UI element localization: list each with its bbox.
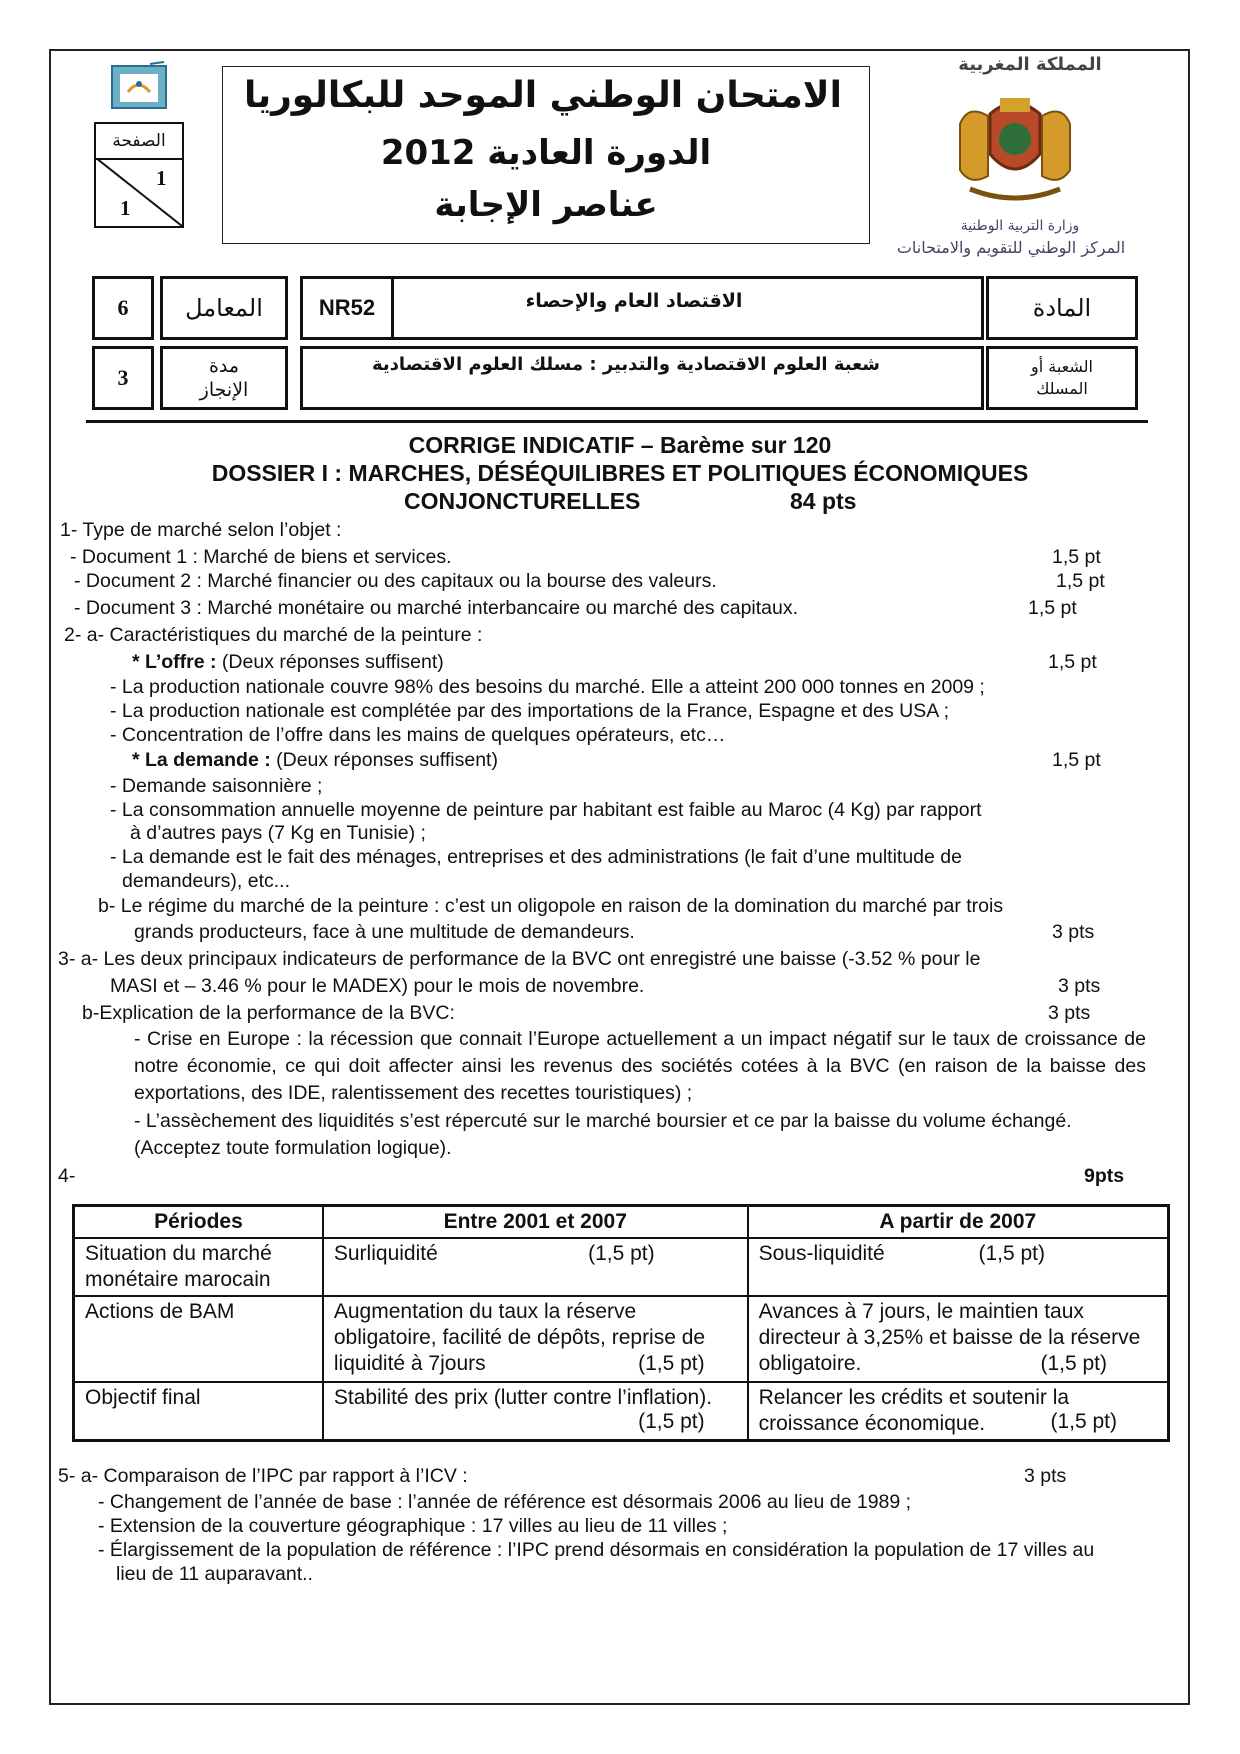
q5-item-3b: lieu de 11 auparavant.. <box>116 1563 313 1585</box>
ministry-label: وزارة التربية الوطنية <box>960 218 1080 234</box>
table-cell <box>323 1296 748 1382</box>
cell-points: (1,5 pt) <box>978 1242 1045 1265</box>
q3b-para-1: - Crise en Europe : la récession que connait l’Europe actuellement a un impact négatif sur le taux de croissance de notre économie, ce qui doit affecter ainsi les revenus des sociétés cotées à la BVC (en raison de la baisse des exportations, des IDE, ralentissement des recettes touristiques) ; <box>134 1028 1146 1104</box>
q1-doc3: - Document 3 : Marché monétaire ou marché interbancaire ou marché des capitaux. <box>74 597 799 619</box>
cell-points: (1,5 pt) <box>638 1410 705 1433</box>
subject-label: المادة <box>986 276 1138 340</box>
cell-text: Relancer les crédits et soutenir la croissance économique. <box>758 1386 1070 1435</box>
kingdom-label: المملكة المغربية <box>958 54 1102 75</box>
q1-doc2-pts: 1,5 pt <box>1056 570 1105 592</box>
duration-label: مدة الإنجاز <box>160 346 288 410</box>
demande-item-3a: - La demande est le fait des ménages, entreprises et des administrations (le fait d’une multitude de <box>110 846 962 868</box>
table-header: Entre 2001 et 2007 <box>323 1206 748 1239</box>
title-line-1: الامتحان الوطني الموحد للبكالوريا <box>244 75 842 116</box>
row-label: Objectif final <box>74 1382 323 1441</box>
exam-logo <box>110 60 170 112</box>
cell-text: Stabilité des prix (lutter contre l’inflation). <box>333 1386 713 1409</box>
branch-name: شعبة العلوم الاقتصادية والتدبير : مسلك العلوم الاقتصادية <box>372 354 880 375</box>
q3a-pts: 3 pts <box>1058 975 1101 997</box>
heading-dossier: DOSSIER I : MARCHES, DÉSÉQUILIBRES ET POLITIQUES ÉCONOMIQUES <box>211 460 1029 486</box>
cell-points: (1,5 pt) <box>1040 1352 1107 1375</box>
q1-title: 1- Type de marché selon l’objet : <box>60 519 342 541</box>
q5a-title: 5- a- Comparaison de l’IPC par rapport à l’ICV : <box>58 1465 468 1487</box>
q3b-pts: 3 pts <box>1048 1002 1091 1024</box>
q1-doc1: - Document 1 : Marché de biens et services. <box>70 546 452 568</box>
cell-text: Avances à 7 jours, le maintien taux directeur à 3,25% et baisse de la réserve obligatoire. <box>758 1300 1141 1375</box>
table-header: A partir de 2007 <box>748 1206 1169 1239</box>
q2b-line-a: b- Le régime du marché de la peinture : c’est un oligopole en raison de la domination du marché par trois <box>98 895 1004 917</box>
q3b-title: b-Explication de la performance de la BVC: <box>82 1002 455 1024</box>
title-line-2: الدورة العادية 2012 <box>380 133 712 173</box>
demande-item-2b: à d’autres pays (7 Kg en Tunisie) ; <box>130 822 426 844</box>
table-header: Périodes <box>74 1206 323 1239</box>
offre-item-1: - La production nationale couvre 98% des besoins du marché. Elle a atteint 200 000 tonnes en 2009 ; <box>110 676 985 698</box>
row-label: Situation du marché monétaire marocain <box>74 1238 323 1296</box>
q5a-pts: 3 pts <box>1024 1465 1067 1487</box>
offre-item-2: - La production nationale est complétée par des importations de la France, Espagne et des USA ; <box>110 700 949 722</box>
q3a-line-b: MASI et – 3.46 % pour le MADEX) pour le mois de novembre. <box>110 975 645 997</box>
page-label: الصفحة <box>96 124 182 160</box>
q5-item-3a: - Élargissement de la population de référence : l’IPC prend désormais en considération la population de 17 villes au <box>98 1539 1095 1561</box>
q3b-para-2: - L’assèchement des liquidités s’est répercuté sur le marché boursier et ce par la baisse du volume échangé. (Acceptez toute formulation logique). <box>134 1110 1072 1159</box>
demande-heading <box>132 748 498 772</box>
offre-note: (Deux réponses suffisent) <box>216 651 444 673</box>
offre-heading <box>132 650 444 674</box>
row-label: Actions de BAM <box>74 1296 323 1382</box>
cell-points: (1,5 pt) <box>588 1242 655 1265</box>
q4-title: 4- <box>58 1165 76 1187</box>
header-divider <box>86 420 1148 423</box>
demande-item-2a: - La consommation annuelle moyenne de peinture par habitant est faible au Maroc (4 Kg) par rapport <box>110 799 982 821</box>
coef-value: 6 <box>92 276 154 340</box>
demande-label: * La demande : <box>132 749 271 771</box>
title-line-3: عناصر الإجابة <box>434 185 658 225</box>
heading-corrige: CORRIGE INDICATIF – Barème sur 120 <box>408 432 832 458</box>
title-box <box>222 66 870 244</box>
q4-pts: 9pts <box>1084 1165 1125 1187</box>
demande-pts: 1,5 pt <box>1052 749 1101 771</box>
page-total: 1 <box>120 196 131 220</box>
cell-text: Augmentation du taux la réserve obligatoire, facilité de dépôts, reprise de liquidité à 7jours <box>333 1300 706 1375</box>
cell-points: (1,5 pt) <box>1050 1410 1117 1433</box>
cell-text: Sous-liquidité <box>758 1242 885 1265</box>
demande-item-3b: demandeurs), etc... <box>122 870 290 892</box>
table-cell <box>323 1382 748 1441</box>
table-row <box>74 1382 1169 1441</box>
q3a-line-a: 3- a- Les deux principaux indicateurs de performance de la BVC ont enregistré une baisse (-3.52 % pour le <box>58 948 981 970</box>
subject-name: الاقتصاد العام والإحصاء <box>525 290 743 312</box>
q5-item-2: - Extension de la couverture géographique : 17 villes au lieu de 11 villes ; <box>98 1515 728 1537</box>
table-cell <box>323 1238 748 1296</box>
duration-value: 3 <box>92 346 154 410</box>
branch-label: الشعبة أو المسلك <box>986 346 1138 410</box>
heading-points: 84 pts <box>790 488 857 514</box>
q2a-title: 2- a- Caractéristiques du marché de la peinture : <box>64 624 483 646</box>
offre-pts: 1,5 pt <box>1048 651 1097 673</box>
cell-text: Surliquidité <box>333 1242 438 1265</box>
offre-label: * L’offre : <box>132 651 217 673</box>
coef-label: المعامل <box>160 276 288 340</box>
table-cell <box>748 1238 1169 1296</box>
table-cell <box>748 1296 1169 1382</box>
table-header-row <box>74 1206 1169 1239</box>
page-num: 1 <box>156 166 167 190</box>
q1-doc1-pts: 1,5 pt <box>1052 546 1101 568</box>
q2b-line-b: grands producteurs, face à une multitude de demandeurs. <box>134 921 635 943</box>
heading-conjoncturelles: CONJONCTURELLES <box>404 488 641 514</box>
q2b-pts: 3 pts <box>1052 921 1095 943</box>
page-number-box <box>94 122 184 228</box>
page-diagonal <box>96 158 182 226</box>
royal-emblem <box>940 84 1090 214</box>
table-row <box>74 1296 1169 1382</box>
q5-item-1: - Changement de l’année de base : l’année de référence est désormais 2006 au lieu de 1989 ; <box>98 1491 912 1513</box>
q1-doc3-pts: 1,5 pt <box>1028 597 1077 619</box>
q1-doc2: - Document 2 : Marché financier ou des capitaux ou la bourse des valeurs. <box>74 570 717 592</box>
subject-code: NR52 <box>303 279 394 337</box>
table-cell <box>748 1382 1169 1441</box>
center-label: المركز الوطني للتقويم والامتحانات <box>896 238 1126 257</box>
offre-item-3: - Concentration de l’offre dans les mains de quelques opérateurs, etc… <box>110 724 726 746</box>
bam-policy-table <box>72 1204 1170 1442</box>
cell-points: (1,5 pt) <box>638 1352 705 1375</box>
demande-item-1: - Demande saisonnière ; <box>110 775 323 797</box>
table-row <box>74 1238 1169 1296</box>
demande-note: (Deux réponses suffisent) <box>270 749 498 771</box>
